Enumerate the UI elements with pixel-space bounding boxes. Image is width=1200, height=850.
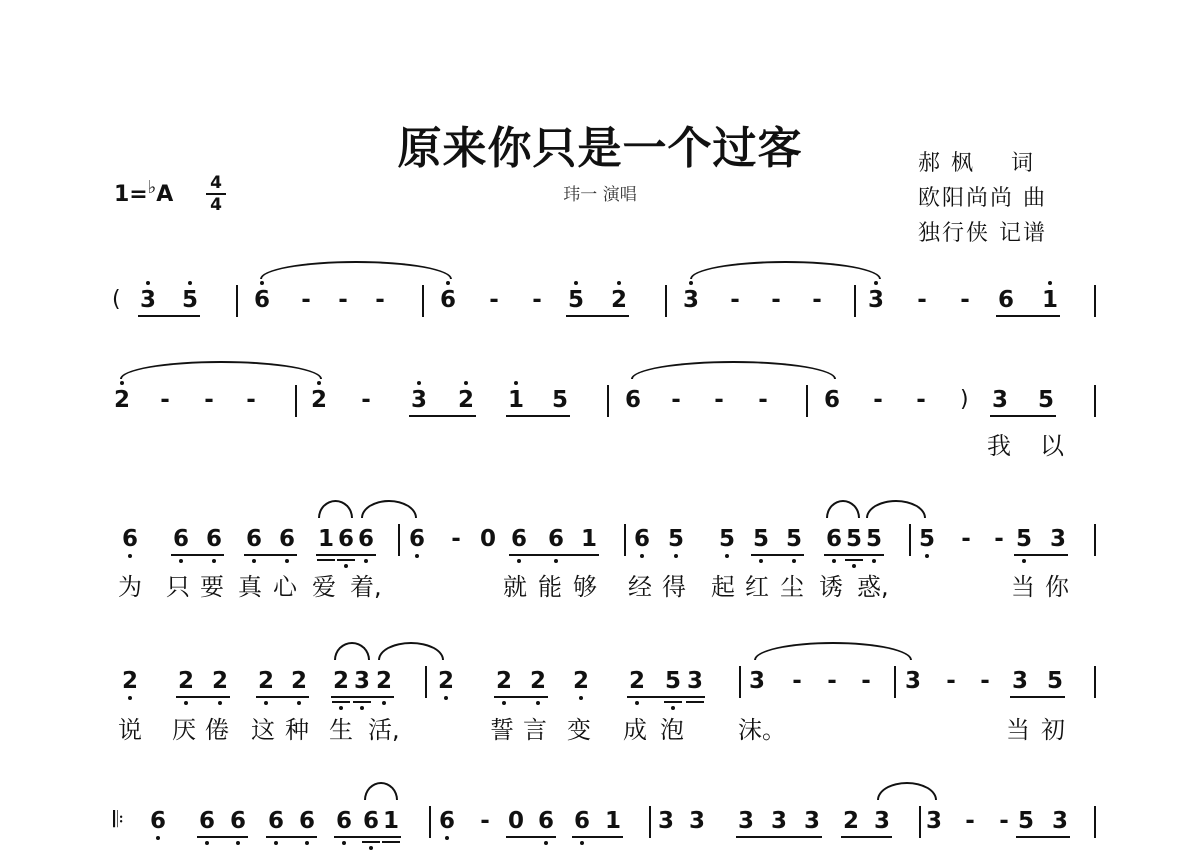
- octave-dot-below: [218, 701, 222, 705]
- score-symbol: (: [112, 287, 121, 312]
- note: 6: [172, 526, 189, 552]
- note: 2: [310, 387, 327, 413]
- slur-arc: [318, 500, 353, 518]
- note: 0: [479, 526, 496, 552]
- note: 2: [572, 668, 589, 694]
- slur-arc: [364, 782, 398, 800]
- lyric-char: 真: [238, 573, 262, 601]
- beam-underline: [171, 554, 224, 556]
- note: 6: [198, 808, 215, 834]
- lyric-char: 这: [251, 716, 275, 744]
- bar-line: [665, 285, 667, 317]
- note: 3: [748, 668, 765, 694]
- note: -: [999, 808, 1009, 834]
- slur-arc: [866, 500, 926, 518]
- octave-dot-below: [264, 701, 268, 705]
- note: -: [489, 287, 499, 313]
- beam-underline: [353, 701, 371, 703]
- bar-line: [607, 385, 609, 417]
- note: 6: [624, 387, 641, 413]
- octave-dot-below: [544, 841, 548, 845]
- beam-underline: [824, 554, 884, 556]
- note: -: [960, 287, 970, 313]
- note: 6: [573, 808, 590, 834]
- note: 5: [664, 668, 681, 694]
- note: 6: [362, 808, 379, 834]
- slur-arc: [378, 642, 444, 660]
- octave-dot-above: [260, 281, 264, 285]
- note: 2: [495, 668, 512, 694]
- note: 2: [457, 387, 474, 413]
- note: 1: [580, 526, 597, 552]
- lyric-char: 你: [1045, 573, 1069, 601]
- octave-dot-below: [671, 706, 675, 710]
- bar-line: [894, 666, 896, 698]
- note: 2: [529, 668, 546, 694]
- note: -: [961, 526, 971, 552]
- octave-dot-below: [580, 841, 584, 845]
- note: 2: [290, 668, 307, 694]
- note: -: [338, 287, 348, 313]
- note: 5: [1046, 668, 1063, 694]
- lyric-char: 心: [273, 573, 297, 601]
- slur-arc: [361, 500, 417, 518]
- beam-underline: [382, 841, 400, 843]
- bar-line: [1094, 524, 1096, 556]
- song-title: 原来你只是一个过客: [397, 123, 803, 174]
- lyric-char: 起: [711, 573, 735, 601]
- note: 2: [332, 668, 349, 694]
- note: 5: [785, 526, 802, 552]
- octave-dot-below: [360, 706, 364, 710]
- beam-underline: [409, 415, 476, 417]
- octave-dot-below: [517, 559, 521, 563]
- note: 5: [845, 526, 862, 552]
- octave-dot-above: [617, 281, 621, 285]
- bar-line: [236, 285, 238, 317]
- note: 3: [925, 808, 942, 834]
- beam-underline: [331, 696, 394, 698]
- note: 6: [825, 526, 842, 552]
- octave-dot-below: [342, 841, 346, 845]
- note: -: [812, 287, 822, 313]
- note: -: [873, 387, 883, 413]
- octave-dot-below: [640, 554, 644, 558]
- note: 2: [211, 668, 228, 694]
- flat-icon: ♭: [147, 177, 157, 198]
- lyric-char: 经: [628, 573, 652, 601]
- note: -: [714, 387, 724, 413]
- bar-line: [1094, 666, 1096, 698]
- note: 2: [437, 668, 454, 694]
- note: -: [965, 808, 975, 834]
- octave-dot-below: [252, 559, 256, 563]
- octave-dot-below: [502, 701, 506, 705]
- lyricist-credit: 郝 枫 词: [918, 151, 1035, 176]
- bar-line: [1094, 285, 1096, 317]
- octave-dot-above: [689, 281, 693, 285]
- beam-underline: [506, 415, 570, 417]
- lyric-char: 誓: [490, 716, 514, 744]
- octave-dot-below: [339, 706, 343, 710]
- octave-dot-below: [445, 836, 449, 840]
- lyric-char: 以: [1040, 432, 1064, 460]
- lyric-char: 言: [523, 716, 547, 744]
- octave-dot-below: [212, 559, 216, 563]
- note: 6: [229, 808, 246, 834]
- note: 5: [667, 526, 684, 552]
- lyric-char: 得: [662, 573, 686, 601]
- octave-dot-below: [297, 701, 301, 705]
- octave-dot-below: [759, 559, 763, 563]
- slur-arc: [334, 642, 370, 660]
- octave-dot-below: [792, 559, 796, 563]
- bar-line: [854, 285, 856, 317]
- note: 2: [628, 668, 645, 694]
- note: 3: [657, 808, 674, 834]
- note: 6: [633, 526, 650, 552]
- note: 5: [865, 526, 882, 552]
- note: -: [361, 387, 371, 413]
- octave-dot-below: [305, 841, 309, 845]
- octave-dot-below: [274, 841, 278, 845]
- beam-underline: [334, 836, 401, 838]
- lyric-char: 我: [987, 432, 1011, 460]
- beam-underline: [362, 841, 380, 843]
- note: 3: [353, 668, 370, 694]
- octave-dot-below: [415, 554, 419, 558]
- note: 5: [567, 287, 584, 313]
- bar-line: [806, 385, 808, 417]
- octave-dot-below: [444, 696, 448, 700]
- lyric-char: 惑,: [857, 573, 889, 601]
- key-prefix: 1=: [114, 182, 148, 207]
- lyric-char: 着,: [350, 573, 382, 601]
- note: 6: [335, 808, 352, 834]
- bar-line: [425, 666, 427, 698]
- note: -: [917, 287, 927, 313]
- beam-underline: [751, 554, 804, 556]
- note: 6: [537, 808, 554, 834]
- bar-line: [919, 806, 921, 838]
- note: -: [160, 387, 170, 413]
- note: 5: [718, 526, 735, 552]
- octave-dot-below: [674, 554, 678, 558]
- lyric-char: 变: [567, 716, 591, 744]
- note: 0: [507, 808, 524, 834]
- note: 6: [149, 808, 166, 834]
- octave-dot-below: [285, 559, 289, 563]
- note: 3: [682, 287, 699, 313]
- note: 1: [382, 808, 399, 834]
- bar-line: [624, 524, 626, 556]
- note: 6: [337, 526, 354, 552]
- lyric-char: 只: [166, 573, 190, 601]
- octave-dot-below: [344, 564, 348, 568]
- bar-line: [429, 806, 431, 838]
- note: 1: [1041, 287, 1058, 313]
- beam-underline: [1014, 554, 1068, 556]
- note: -: [994, 526, 1004, 552]
- octave-dot-above: [874, 281, 878, 285]
- note: 2: [375, 668, 392, 694]
- note: 6: [439, 287, 456, 313]
- lyric-char: 初: [1041, 716, 1065, 744]
- beam-underline: [317, 559, 335, 561]
- octave-dot-above: [574, 281, 578, 285]
- lyric-char: 种: [285, 716, 309, 744]
- octave-dot-below: [1022, 559, 1026, 563]
- note: 1: [317, 526, 334, 552]
- octave-dot-above: [1048, 281, 1052, 285]
- lyric-char: 成: [623, 716, 647, 744]
- octave-dot-below: [872, 559, 876, 563]
- octave-dot-above: [188, 281, 192, 285]
- note: 3: [686, 668, 703, 694]
- lyric-char: 倦: [205, 716, 229, 744]
- octave-dot-below: [179, 559, 183, 563]
- beam-underline: [845, 559, 863, 561]
- slur-arc: [826, 500, 860, 518]
- lyric-char: 厌: [172, 716, 196, 744]
- note: -: [792, 668, 802, 694]
- octave-dot-above: [146, 281, 150, 285]
- beam-underline: [138, 315, 200, 317]
- octave-dot-below: [554, 559, 558, 563]
- note: 2: [113, 387, 130, 413]
- note: 6: [438, 808, 455, 834]
- octave-dot-above: [317, 381, 321, 385]
- octave-dot-below: [852, 564, 856, 568]
- note: 6: [997, 287, 1014, 313]
- octave-dot-above: [514, 381, 518, 385]
- note: 6: [245, 526, 262, 552]
- note: -: [730, 287, 740, 313]
- note: 1: [507, 387, 524, 413]
- bar-line: [1094, 385, 1096, 417]
- octave-dot-below: [925, 554, 929, 558]
- note: 5: [752, 526, 769, 552]
- note: 6: [278, 526, 295, 552]
- note: -: [827, 668, 837, 694]
- lyric-char: 要: [200, 573, 224, 601]
- score-symbol: 𝄆: [113, 808, 124, 833]
- octave-dot-below: [369, 846, 373, 850]
- note: 5: [1037, 387, 1054, 413]
- lyric-char: 沫。: [738, 716, 786, 744]
- lyric-char: 能: [538, 573, 562, 601]
- note: 6: [121, 526, 138, 552]
- note: -: [916, 387, 926, 413]
- lyric-char: 够: [573, 573, 597, 601]
- beam-underline: [256, 696, 309, 698]
- lyric-char: 尘: [780, 573, 804, 601]
- singer-credit: 玮一 演唱: [563, 185, 637, 205]
- octave-dot-above: [417, 381, 421, 385]
- beam-underline: [546, 554, 599, 556]
- beam-underline: [566, 315, 629, 317]
- note: 6: [205, 526, 222, 552]
- note: -: [861, 668, 871, 694]
- note: 5: [1017, 808, 1034, 834]
- key-note: A: [156, 182, 174, 207]
- note: -: [480, 808, 490, 834]
- beam-underline: [244, 554, 297, 556]
- slur-arc: [631, 361, 836, 379]
- lyric-char: 生: [329, 716, 353, 744]
- bar-line: [909, 524, 911, 556]
- beam-underline: [197, 836, 248, 838]
- note: 6: [547, 526, 564, 552]
- note: 3: [737, 808, 754, 834]
- note: -: [771, 287, 781, 313]
- note: 6: [408, 526, 425, 552]
- time-signature-top: 4: [210, 173, 222, 193]
- note: 3: [803, 808, 820, 834]
- slur-arc: [690, 261, 881, 279]
- note: 2: [842, 808, 859, 834]
- note: 3: [867, 287, 884, 313]
- note: -: [246, 387, 256, 413]
- note: 6: [510, 526, 527, 552]
- note: 1: [604, 808, 621, 834]
- octave-dot-below: [725, 554, 729, 558]
- beam-underline: [337, 559, 355, 561]
- octave-dot-above: [446, 281, 450, 285]
- lyric-char: 就: [503, 573, 527, 601]
- note: 3: [688, 808, 705, 834]
- time-signature-bottom: 4: [210, 195, 222, 215]
- note: 5: [918, 526, 935, 552]
- note: -: [451, 526, 461, 552]
- note: 3: [873, 808, 890, 834]
- beam-underline: [332, 701, 350, 703]
- beam-underline: [494, 696, 548, 698]
- bar-line: [295, 385, 297, 417]
- bar-line: [649, 806, 651, 838]
- note: 5: [551, 387, 568, 413]
- slur-arc: [260, 261, 452, 279]
- beam-underline: [266, 836, 317, 838]
- beam-underline: [686, 701, 704, 703]
- octave-dot-below: [205, 841, 209, 845]
- bar-line: [422, 285, 424, 317]
- note: 6: [823, 387, 840, 413]
- beam-underline: [664, 701, 682, 703]
- octave-dot-below: [184, 701, 188, 705]
- transcriber-credit: 独行侠 记谱: [918, 221, 1047, 246]
- lyric-char: 当: [1011, 573, 1035, 601]
- note: 3: [991, 387, 1008, 413]
- octave-dot-below: [382, 701, 386, 705]
- note: -: [946, 668, 956, 694]
- octave-dot-above: [464, 381, 468, 385]
- note: 6: [298, 808, 315, 834]
- beam-underline: [506, 836, 556, 838]
- lyric-char: 爱: [312, 573, 336, 601]
- note: 6: [357, 526, 374, 552]
- octave-dot-below: [635, 701, 639, 705]
- lyric-char: 当: [1006, 716, 1030, 744]
- note: -: [375, 287, 385, 313]
- note: -: [532, 287, 542, 313]
- lyric-char: 活,: [368, 716, 400, 744]
- note: -: [671, 387, 681, 413]
- octave-dot-below: [832, 559, 836, 563]
- note: 2: [610, 287, 627, 313]
- note: -: [204, 387, 214, 413]
- note: 2: [121, 668, 138, 694]
- octave-dot-below: [128, 696, 132, 700]
- lyric-char: 说: [118, 716, 142, 744]
- beam-underline: [996, 315, 1060, 317]
- note: -: [758, 387, 768, 413]
- composer-credit: 欧阳尚尚 曲: [918, 186, 1047, 211]
- beam-underline: [841, 836, 892, 838]
- note: 5: [181, 287, 198, 313]
- note: 3: [904, 668, 921, 694]
- slur-arc: [877, 782, 937, 800]
- beam-underline: [176, 696, 230, 698]
- note: 3: [1011, 668, 1028, 694]
- note: 3: [1049, 526, 1066, 552]
- note: 6: [253, 287, 270, 313]
- note: 5: [1015, 526, 1032, 552]
- beam-underline: [1016, 836, 1070, 838]
- octave-dot-below: [128, 554, 132, 558]
- beam-underline: [990, 415, 1056, 417]
- note: -: [980, 668, 990, 694]
- octave-dot-below: [579, 696, 583, 700]
- bar-line: [398, 524, 400, 556]
- note: -: [301, 287, 311, 313]
- beam-underline: [736, 836, 822, 838]
- bar-line: [739, 666, 741, 698]
- beam-underline: [1010, 696, 1065, 698]
- note: 3: [1051, 808, 1068, 834]
- beam-underline: [316, 554, 376, 556]
- octave-dot-below: [536, 701, 540, 705]
- octave-dot-below: [236, 841, 240, 845]
- bar-line: [1094, 806, 1096, 838]
- lyric-char: 诱: [819, 573, 843, 601]
- slur-arc: [120, 361, 322, 379]
- lyric-char: 泡: [660, 716, 684, 744]
- beam-underline: [572, 836, 623, 838]
- lyric-char: 为: [118, 573, 142, 601]
- slur-arc: [754, 642, 912, 660]
- lyric-char: 红: [745, 573, 769, 601]
- note: 6: [267, 808, 284, 834]
- note: 3: [139, 287, 156, 313]
- octave-dot-above: [120, 381, 124, 385]
- octave-dot-below: [156, 836, 160, 840]
- note: 2: [177, 668, 194, 694]
- octave-dot-below: [364, 559, 368, 563]
- note: 2: [257, 668, 274, 694]
- note: 3: [770, 808, 787, 834]
- beam-underline: [627, 696, 705, 698]
- note: 3: [410, 387, 427, 413]
- score-symbol: ): [960, 387, 969, 412]
